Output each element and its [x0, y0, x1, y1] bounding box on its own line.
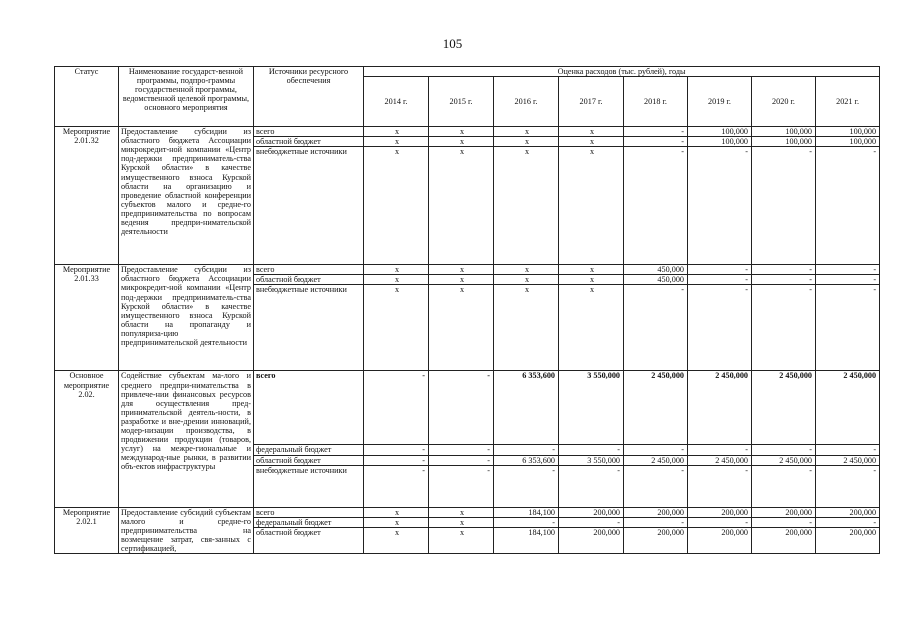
header-year: 2020 г. — [752, 77, 816, 127]
header-status: Статус — [55, 67, 119, 127]
source-cell: внебюджетные источники — [254, 285, 364, 371]
value-cell: 3 550,000 — [559, 455, 624, 465]
header-year: 2021 г. — [816, 77, 880, 127]
value-cell: 200,000 — [688, 507, 752, 517]
value-cell: - — [364, 371, 429, 445]
source-cell: внебюджетные источники — [254, 147, 364, 265]
value-cell: - — [624, 465, 688, 507]
value-cell: - — [688, 465, 752, 507]
value-cell: 200,000 — [624, 507, 688, 517]
source-cell: областной бюджет — [254, 455, 364, 465]
value-cell: x — [429, 528, 494, 554]
value-cell: 100,000 — [688, 137, 752, 147]
value-cell: 184,100 — [494, 507, 559, 517]
value-cell: - — [688, 285, 752, 371]
value-cell: - — [688, 445, 752, 455]
value-cell: x — [559, 147, 624, 265]
value-cell: x — [559, 285, 624, 371]
header-year: 2016 г. — [494, 77, 559, 127]
value-cell: x — [429, 275, 494, 285]
value-cell: x — [364, 528, 429, 554]
value-cell: 100,000 — [688, 127, 752, 137]
value-cell: x — [364, 507, 429, 517]
value-cell: - — [559, 517, 624, 527]
value-cell: 200,000 — [816, 528, 880, 554]
value-cell: - — [624, 137, 688, 147]
value-cell: 6 353,600 — [494, 371, 559, 445]
value-cell: - — [752, 275, 816, 285]
value-cell: x — [364, 285, 429, 371]
value-cell: 2 450,000 — [816, 371, 880, 445]
value-cell: 100,000 — [816, 127, 880, 137]
table-row — [55, 507, 880, 517]
value-cell: - — [688, 147, 752, 265]
value-cell: 2 450,000 — [752, 455, 816, 465]
value-cell: - — [816, 147, 880, 265]
value-cell: x — [559, 127, 624, 137]
value-cell: x — [494, 275, 559, 285]
status-cell: Основное мероприятие 2.02. — [55, 371, 119, 507]
value-cell: x — [429, 507, 494, 517]
value-cell: x — [559, 137, 624, 147]
value-cell: - — [752, 147, 816, 265]
value-cell: x — [494, 137, 559, 147]
value-cell: - — [494, 465, 559, 507]
value-cell: 2 450,000 — [688, 455, 752, 465]
value-cell: - — [752, 265, 816, 275]
header-name: Наименование государст-венной программы, подпро-граммы государственной программы, ведомственной целевой программы, основного мероприятия — [119, 67, 254, 127]
status-cell: Мероприятие 2.01.33 — [55, 265, 119, 371]
source-cell: всего — [254, 127, 364, 137]
value-cell: 6 353,600 — [494, 455, 559, 465]
value-cell: 200,000 — [752, 528, 816, 554]
value-cell: 2 450,000 — [688, 371, 752, 445]
source-cell: всего — [254, 371, 364, 445]
source-cell: областной бюджет — [254, 528, 364, 554]
value-cell: x — [429, 147, 494, 265]
page-number: 105 — [442, 36, 463, 51]
value-cell: 200,000 — [559, 528, 624, 554]
value-cell: 450,000 — [624, 275, 688, 285]
value-cell: - — [816, 285, 880, 371]
value-cell: x — [429, 137, 494, 147]
value-cell: x — [364, 265, 429, 275]
value-cell: - — [559, 465, 624, 507]
value-cell: - — [688, 265, 752, 275]
value-cell: - — [688, 517, 752, 527]
value-cell: - — [364, 455, 429, 465]
name-cell: Содействие субъектам ма-лого и среднего предпри-нимательства в привлече-нии финансовых ресурсов для осуществления пред-принимательской деятель-ности, в разработке и вне-дрении инноваций, модер-низации производства, в продвижении продукции (товаров, услуг) на межре-гиональные и международ-ные рынки, в развитии объ-ектов инфраструктуры — [119, 371, 254, 507]
value-cell: 2 450,000 — [624, 455, 688, 465]
header-year: 2019 г. — [688, 77, 752, 127]
source-cell: областной бюджет — [254, 137, 364, 147]
source-cell: всего — [254, 265, 364, 275]
header-estimate: Оценка расходов (тыс. рублей), годы — [364, 67, 880, 77]
name-cell: Предоставление субсидии из областного бюджета Ассоциации микрокредит-ной компании «Центр под-держки предприниматель-ства Курской области» в качестве имущественного взноса Курской области на пропаганду и популяриза-цию предпринимательской деятельности — [119, 265, 254, 371]
name-cell: Предоставление субсидии из областного бюджета Ассоциации микрокредит-ной компании «Центр под-держки предприниматель-ства Курской области» в качестве имущественного взноса Курской области на организацию и проведение областной конференции субъектов малого и средне-го предпринимательства по вопросам ведения предпри-нимательской деятельности — [119, 127, 254, 265]
value-cell: x — [559, 275, 624, 285]
status-cell: Мероприятие 2.01.32 — [55, 127, 119, 265]
value-cell: x — [429, 517, 494, 527]
value-cell: 2 450,000 — [624, 371, 688, 445]
value-cell: - — [364, 465, 429, 507]
value-cell: x — [494, 285, 559, 371]
expenditure-table — [54, 66, 880, 554]
value-cell: 200,000 — [624, 528, 688, 554]
value-cell: - — [624, 127, 688, 137]
value-cell: - — [559, 445, 624, 455]
value-cell: x — [364, 517, 429, 527]
value-cell: - — [624, 285, 688, 371]
value-cell: x — [429, 285, 494, 371]
value-cell: x — [429, 127, 494, 137]
value-cell: - — [429, 371, 494, 445]
value-cell: x — [494, 127, 559, 137]
value-cell: x — [559, 265, 624, 275]
value-cell: - — [624, 517, 688, 527]
value-cell: 200,000 — [752, 507, 816, 517]
value-cell: - — [816, 265, 880, 275]
value-cell: - — [816, 445, 880, 455]
value-cell: 2 450,000 — [816, 455, 880, 465]
value-cell: 184,100 — [494, 528, 559, 554]
value-cell: - — [752, 445, 816, 455]
value-cell: 100,000 — [752, 127, 816, 137]
header-year: 2018 г. — [624, 77, 688, 127]
value-cell: x — [429, 265, 494, 275]
header-sources: Источники ресурсного обеспечения — [254, 67, 364, 127]
header-year: 2015 г. — [429, 77, 494, 127]
value-cell: x — [364, 147, 429, 265]
value-cell: 450,000 — [624, 265, 688, 275]
value-cell: - — [752, 285, 816, 371]
value-cell: x — [364, 127, 429, 137]
value-cell: 200,000 — [688, 528, 752, 554]
value-cell: x — [364, 275, 429, 285]
value-cell: 2 450,000 — [752, 371, 816, 445]
source-cell: внебюджетные источники — [254, 465, 364, 507]
table-row — [55, 371, 880, 445]
value-cell: - — [364, 445, 429, 455]
value-cell: x — [364, 137, 429, 147]
value-cell: 200,000 — [816, 507, 880, 517]
value-cell: 100,000 — [816, 137, 880, 147]
value-cell: 100,000 — [752, 137, 816, 147]
value-cell: - — [752, 465, 816, 507]
value-cell: - — [752, 517, 816, 527]
value-cell: x — [494, 265, 559, 275]
value-cell: - — [429, 465, 494, 507]
header-year: 2017 г. — [559, 77, 624, 127]
status-cell: Мероприятие 2.02.1 — [55, 507, 119, 553]
source-cell: федеральный бюджет — [254, 445, 364, 455]
value-cell: - — [624, 147, 688, 265]
header-year: 2014 г. — [364, 77, 429, 127]
value-cell: - — [494, 517, 559, 527]
source-cell: федеральный бюджет — [254, 517, 364, 527]
value-cell: - — [429, 445, 494, 455]
source-cell: областной бюджет — [254, 275, 364, 285]
value-cell: - — [624, 445, 688, 455]
value-cell: - — [429, 455, 494, 465]
value-cell: - — [816, 465, 880, 507]
value-cell: 200,000 — [559, 507, 624, 517]
source-cell: всего — [254, 507, 364, 517]
value-cell: - — [816, 275, 880, 285]
value-cell: - — [494, 445, 559, 455]
table-row — [55, 265, 880, 275]
value-cell: 3 550,000 — [559, 371, 624, 445]
value-cell: - — [816, 517, 880, 527]
value-cell: x — [494, 147, 559, 265]
table-row — [55, 127, 880, 137]
value-cell: - — [688, 275, 752, 285]
name-cell: Предоставление субсидий субъектам малого и средне-го предпринимательства на возмещение затрат, свя-занных с сертификацией, — [119, 507, 254, 553]
header-row — [55, 67, 880, 77]
